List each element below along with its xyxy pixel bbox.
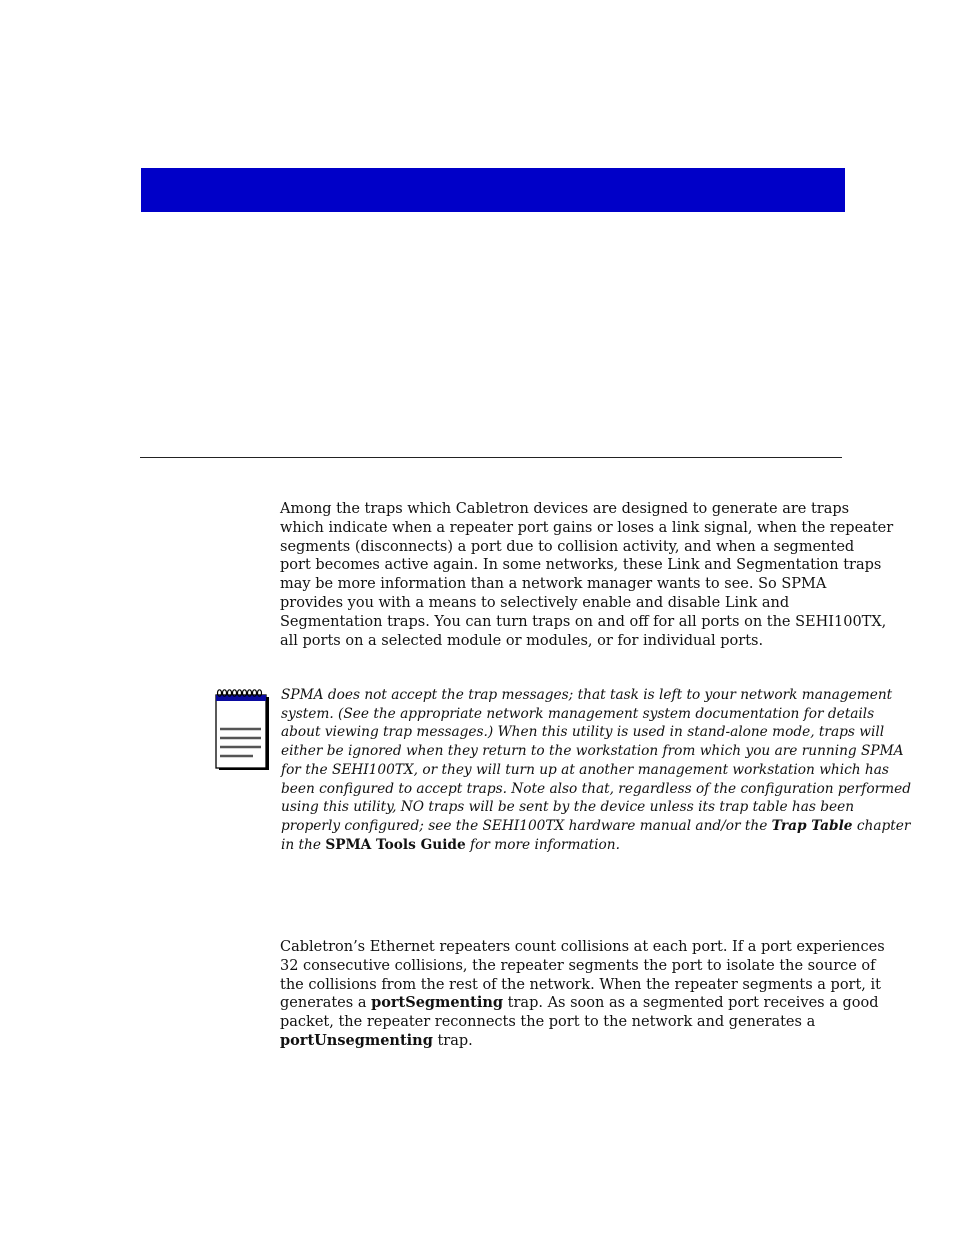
text-line [281, 817, 911, 836]
text-line: all ports on a selected module or modules, or for individual ports. [280, 632, 764, 649]
port-unsegmenting-term: portUnsegmenting [280, 1031, 433, 1049]
text-line: been configured to accept traps. Note also that, regardless of the configuration performed [281, 780, 911, 797]
trap-table-reference: Trap Table [771, 817, 853, 834]
text-fragment: chapter [852, 817, 911, 834]
text-line: Cabletron’s Ethernet repeaters count collisions at each port. If a port experiences [280, 939, 885, 955]
tools-guide-reference: SPMA Tools Guide [325, 836, 466, 853]
text-line: 32 consecutive collisions, the repeater segments the port to isolate the source of [280, 957, 876, 974]
text-fragment: for more information. [465, 836, 620, 853]
text-line [281, 836, 843, 855]
intro-paragraph [280, 500, 894, 650]
text-fragment: trap. As soon as a segmented port receives a good [503, 995, 879, 1012]
text-fragment: properly configured; see the SEHI100TX hardware manual and/or the [281, 817, 772, 834]
chapter-banner [141, 168, 845, 212]
text-line: provides you with a means to selectively enable and disable Link and [280, 594, 790, 611]
text-line: may be more information than a network manager wants to see. So SPMA [280, 576, 827, 593]
text-line: for the SEHI100TX, or they will turn up at another management workstation which has [281, 761, 889, 778]
text-line: segments (disconnects) a port due to collision activity, and when a segmented [280, 538, 855, 555]
text-fragment: generates a [280, 995, 372, 1012]
note-text [281, 686, 911, 854]
text-line: using this utility, NO traps will be sent by the device unless its trap table has been [281, 799, 855, 816]
port-segmenting-term: portSegmenting [371, 994, 504, 1012]
text-line: Segmentation traps. You can turn traps on and off for all ports on the SEHI100TX, [280, 613, 887, 630]
text-line: SPMA does not accept the trap messages; that task is left to your network management [281, 687, 893, 703]
segmentation-paragraph [280, 938, 885, 1051]
notepad-icon [213, 688, 271, 772]
text-line: packet, the repeater reconnects the port to the network and generates a [280, 1014, 816, 1031]
text-line: which indicate when a repeater port gains or loses a link signal, when the repeater [280, 519, 894, 536]
text-line: the collisions from the rest of the network. When the repeater segments a port, it [280, 976, 881, 993]
text-line [280, 994, 879, 1013]
text-line: port becomes active again. In some networks, these Link and Segmentation traps [280, 557, 882, 574]
text-fragment: trap. [432, 1032, 473, 1049]
text-line: Among the traps which Cabletron devices are designed to generate are traps [280, 501, 850, 517]
text-line: either be ignored when they return to the workstation from which you are running SPMA [281, 743, 904, 760]
text-line: system. (See the appropriate network management system documentation for details [281, 705, 875, 722]
text-line [280, 1032, 842, 1051]
text-fragment: in the [281, 836, 326, 853]
section-rule [140, 457, 842, 458]
text-line: about viewing trap messages.) When this utility is used in stand-alone mode, traps will [281, 724, 885, 741]
